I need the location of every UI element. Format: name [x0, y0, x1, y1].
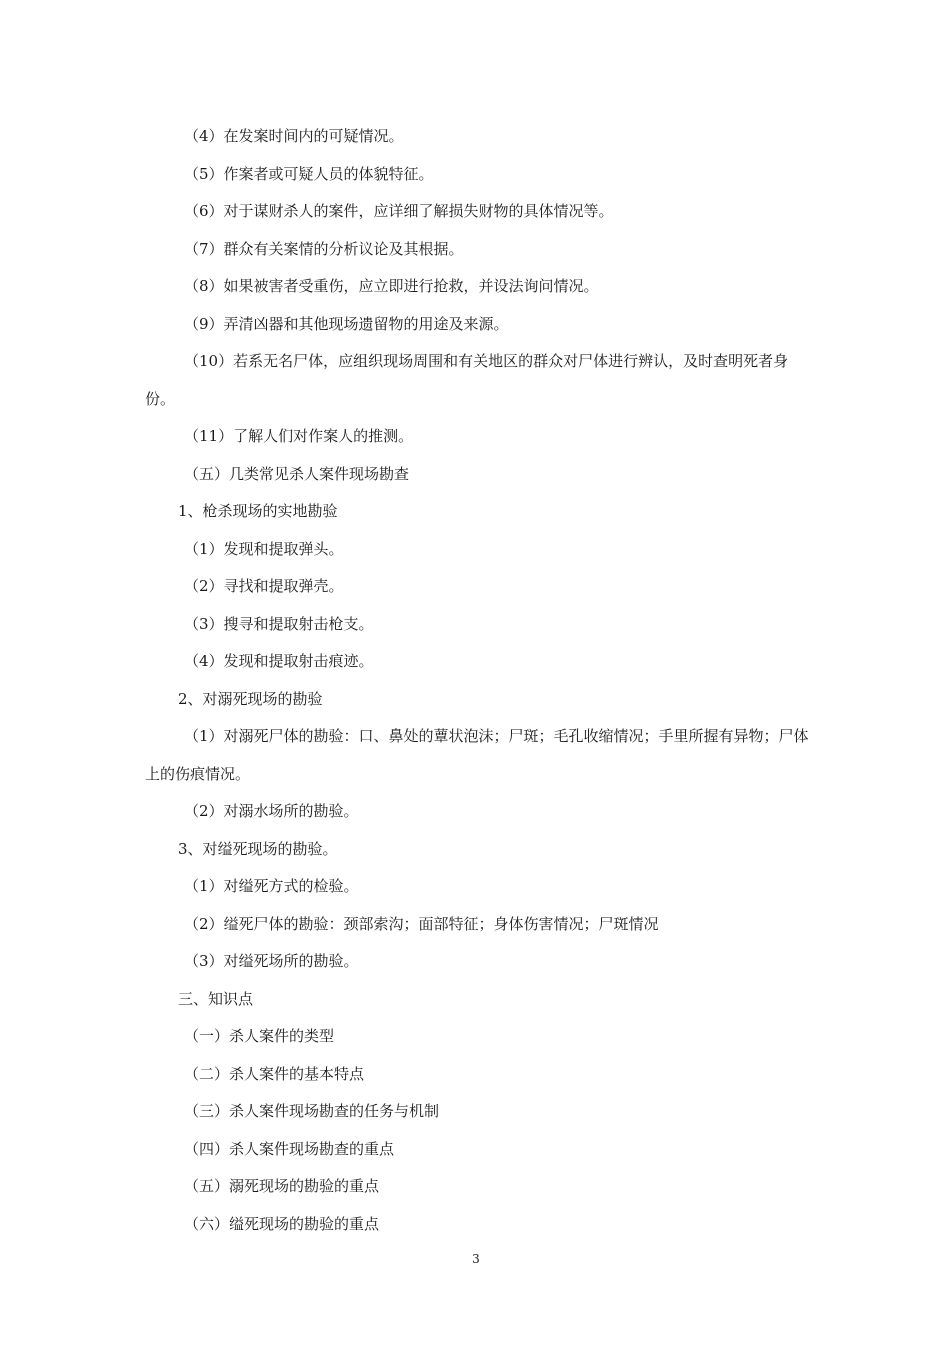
shooting-item-1: （1）发现和提取弹头。: [184, 539, 344, 558]
drowning-item-1: （1）对溺死尸体的勘验：口、鼻处的蕈状泡沫；尸斑；毛孔收缩情况；手里所握有异物；尸体上的伤痕情况。: [145, 727, 809, 783]
paragraph-item-5: （5）作案者或可疑人员的体貌特征。: [184, 164, 434, 183]
hanging-item-3: （3）对缢死场所的勘验。: [184, 952, 359, 970]
paragraph-item-7: （7）群众有关案情的分析议论及其根据。: [184, 239, 464, 258]
drowning-item-2: （2）对溺水场所的勘验。: [184, 802, 359, 820]
paragraph-item-11: （11）了解人们对作案人的推测。: [184, 427, 414, 445]
subheading-shooting-scene: 1、枪杀现场的实地勘验: [178, 502, 338, 520]
page-number: 3: [472, 1252, 480, 1266]
section-heading-knowledge-points: 三、知识点: [178, 989, 254, 1008]
hanging-item-2: （2）缢死尸体的勘验：颈部索沟；面部特征；身体伤害情况；尸斑情况: [184, 914, 659, 933]
paragraph-item-8: （8）如果被害者受重伤，应立即进行抢救，并设法询问情况。: [184, 277, 599, 295]
knowledge-item-3: （三）杀人案件现场勘查的任务与机制: [184, 1102, 440, 1120]
shooting-item-3: （3）搜寻和提取射击枪支。: [184, 614, 374, 633]
document-body: [145, 118, 815, 1243]
knowledge-item-1: （一）杀人案件的类型: [184, 1027, 335, 1045]
shooting-item-2: （2）寻找和提取弹壳。: [184, 577, 344, 595]
paragraph-item-10: （10）若系无名尸体，应组织现场周围和有关地区的群众对尸体进行辨认，及时查明死者身份。: [145, 352, 789, 408]
knowledge-item-5: （五）溺死现场的勘验的重点: [184, 1177, 380, 1195]
subheading-hanging-scene: 3、对缢死现场的勘验。: [178, 839, 338, 858]
paragraph-item-6: （6）对于谋财杀人的案件，应详细了解损失财物的具体情况等。: [184, 202, 614, 220]
knowledge-item-4: （四）杀人案件现场勘查的重点: [184, 1139, 395, 1158]
subheading-drowning-scene: 2、对溺死现场的勘验: [178, 689, 323, 708]
hanging-item-1: （1）对缢死方式的检验。: [184, 877, 359, 895]
knowledge-item-6: （六）缢死现场的勘验的重点: [184, 1214, 380, 1233]
knowledge-item-2: （二）杀人案件的基本特点: [184, 1064, 365, 1083]
paragraph-item-9: （9）弄清凶器和其他现场遗留物的用途及来源。: [184, 314, 509, 333]
shooting-item-4: （4）发现和提取射击痕迹。: [184, 652, 374, 670]
paragraph-item-4: （4）在发案时间内的可疑情况。: [184, 127, 404, 145]
section-heading-common-cases: （五）几类常见杀人案件现场勘查: [184, 464, 410, 483]
